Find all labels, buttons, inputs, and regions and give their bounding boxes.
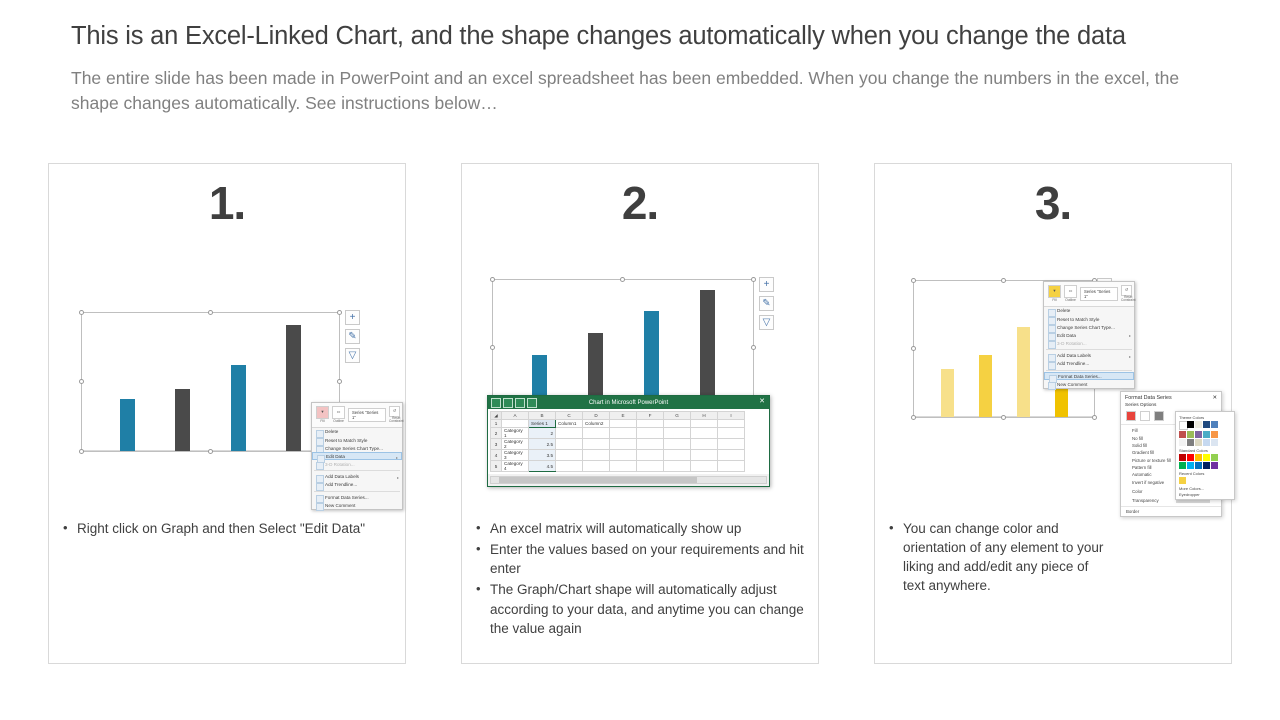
outline-label: Outline — [333, 419, 344, 424]
column-header-F[interactable]: F — [637, 412, 664, 420]
menu-item-change-series-chart-type[interactable] — [1044, 323, 1134, 331]
chart-side-buttons — [759, 277, 774, 330]
table-row[interactable] — [491, 450, 745, 461]
menu-item-label: Delete — [325, 429, 339, 435]
menu-item-reset-to-match-style[interactable] — [312, 436, 402, 444]
outline-label: Outline — [1065, 298, 1076, 303]
resize-handle-n[interactable] — [1001, 278, 1006, 283]
row-header[interactable]: 2 — [491, 428, 502, 439]
excel-app-icon[interactable] — [527, 398, 537, 408]
list-item — [476, 540, 806, 578]
menu-item-label: Add Trendline... — [1057, 361, 1090, 367]
border-label: Border — [1126, 508, 1140, 514]
resize-handle-sw[interactable] — [911, 415, 916, 420]
cell-I5[interactable] — [718, 461, 745, 472]
excel-titlebar — [488, 396, 769, 409]
resize-handle-ne[interactable] — [751, 277, 756, 282]
bar-series2-cat1 — [175, 389, 190, 451]
cell-A2[interactable]: Category 1 — [502, 428, 529, 439]
figure-step-2 — [462, 236, 818, 516]
menu-item-label: Add Data Labels — [325, 474, 359, 480]
swatch[interactable] — [1179, 439, 1186, 446]
chart-filters-icon[interactable]: ▽ — [345, 348, 360, 363]
cell-C4[interactable] — [556, 450, 583, 461]
rotation-icon — [1048, 341, 1056, 349]
menu-item-label: New Comment — [1057, 381, 1088, 387]
cell-I2[interactable] — [718, 428, 745, 439]
menu-item-new-comment[interactable] — [1044, 380, 1134, 388]
table-row[interactable] — [491, 428, 745, 439]
menu-item-add-trendline[interactable] — [1044, 360, 1134, 368]
swatch[interactable] — [1195, 431, 1202, 438]
context-mini-toolbar[interactable] — [1044, 282, 1134, 307]
comment-icon — [1048, 382, 1056, 390]
menu-separator — [314, 491, 400, 492]
color-picker-flyout[interactable] — [1175, 411, 1235, 500]
context-menu[interactable] — [311, 402, 403, 510]
reset-constraint-icon[interactable]: ↺ — [1121, 285, 1132, 296]
reset-constraint-label: Reset Constraint — [1121, 295, 1136, 303]
cell-A1[interactable] — [502, 420, 529, 428]
table-row[interactable] — [491, 461, 745, 472]
cell-D4[interactable] — [583, 450, 610, 461]
swatch[interactable] — [1179, 431, 1186, 438]
bar-series2-cat1 — [979, 355, 992, 417]
outline-icon[interactable]: ▭ — [1064, 285, 1077, 298]
cell-G4[interactable] — [664, 450, 691, 461]
cell-D5[interactable] — [583, 461, 610, 472]
menu-item-label: Reset to Match Style — [1057, 316, 1100, 322]
swatch[interactable] — [1187, 431, 1194, 438]
resize-handle-sw[interactable] — [79, 449, 84, 454]
swatch[interactable] — [1179, 462, 1186, 469]
swatch[interactable] — [1195, 454, 1202, 461]
chart-object[interactable] — [81, 312, 340, 452]
horizontal-scrollbar[interactable] — [490, 476, 767, 484]
cell-E4[interactable] — [610, 450, 637, 461]
menu-item-label: New Comment — [325, 502, 356, 508]
resize-handle-e[interactable] — [337, 379, 342, 384]
column-header-I[interactable]: I — [718, 412, 745, 420]
transparency-slider[interactable] — [1176, 500, 1210, 503]
menu-item-label: Edit Data — [326, 453, 345, 459]
cell-H1[interactable] — [691, 420, 718, 428]
column-header-B[interactable]: B — [529, 412, 556, 420]
redo-icon[interactable] — [515, 398, 525, 408]
swatch[interactable] — [1203, 454, 1210, 461]
column-header-E[interactable]: E — [610, 412, 637, 420]
menu-item-edit-data[interactable] — [1044, 331, 1134, 339]
cell-G3[interactable] — [664, 439, 691, 450]
bullet-dot-icon: • — [476, 520, 481, 535]
menu-item-change-series-chart-type[interactable] — [312, 444, 402, 452]
resize-handle-n[interactable] — [620, 277, 625, 282]
page-subtitle: The entire slide has been made in PowerPoint and an excel spreadsheet has been embedded. When you change the numbers in the excel, the shape changes automatically. See instructions below… — [71, 68, 1180, 114]
cell-E3[interactable] — [610, 439, 637, 450]
cell-G5[interactable] — [664, 461, 691, 472]
menu-item-label: Change Series Chart Type... — [325, 445, 383, 451]
card-step-2 — [461, 163, 819, 664]
context-menu[interactable] — [1043, 281, 1135, 389]
undo-icon[interactable] — [503, 398, 513, 408]
cell-G2[interactable] — [664, 428, 691, 439]
bullet-dot-icon: • — [63, 520, 68, 535]
outline-icon[interactable]: ▭ — [332, 406, 345, 419]
cell-D3[interactable] — [583, 439, 610, 450]
cell-F3[interactable] — [637, 439, 664, 450]
standard-colors-row-2[interactable] — [1179, 462, 1231, 469]
menu-item-label: Add Trendline... — [325, 482, 358, 488]
bar-series1-cat2 — [231, 365, 246, 451]
cell-B2[interactable]: 2 — [529, 428, 556, 439]
chart-elements-icon[interactable]: + — [345, 310, 360, 325]
row-header[interactable]: 3 — [491, 439, 502, 450]
excel-grid[interactable] — [488, 409, 769, 474]
fill-option-pattern-fill[interactable]: Pattern fill — [1132, 465, 1152, 471]
pane-section-label: Series Options — [1125, 403, 1157, 408]
menu-item-format-data-series[interactable] — [1044, 372, 1134, 380]
menu-item-label: Add Data Labels — [1057, 353, 1091, 359]
recent-colors-row[interactable] — [1179, 477, 1231, 484]
close-icon[interactable]: ✕ — [759, 398, 765, 405]
cell-A4[interactable]: Category 3 — [502, 450, 529, 461]
transparency-label: Transparency — [1132, 497, 1159, 503]
cell-F5[interactable] — [637, 461, 664, 472]
chevron-right-icon: ▸ — [1128, 353, 1131, 359]
scrollbar-thumb[interactable] — [499, 477, 697, 483]
menu-separator — [314, 470, 400, 471]
column-header-D[interactable]: D — [583, 412, 610, 420]
cell-C2[interactable] — [556, 428, 583, 439]
cell-I4[interactable] — [718, 450, 745, 461]
series-selector[interactable]: Series "Series 1" — [1080, 287, 1118, 301]
bullet-text: The Graph/Chart shape will automatically adjust according to your data, and anytime you can change the value again — [490, 582, 804, 636]
resize-handle-n[interactable] — [208, 310, 213, 315]
cell-F1[interactable] — [637, 420, 664, 428]
swatch[interactable] — [1203, 462, 1210, 469]
theme-colors-row-2[interactable] — [1179, 431, 1231, 438]
standard-colors-label: Standard Colors — [1179, 448, 1208, 453]
menu-item-add-trendline[interactable] — [312, 481, 402, 489]
excel-window[interactable] — [487, 395, 770, 487]
cell-H3[interactable] — [691, 439, 718, 450]
menu-item-delete[interactable] — [312, 428, 402, 436]
menu-item-label: Edit Data — [1057, 332, 1076, 338]
resize-handle-w[interactable] — [79, 379, 84, 384]
fill-option-no-fill[interactable]: No fill — [1132, 435, 1143, 441]
bullet-list-step-3 — [889, 519, 1219, 598]
resize-handle-nw[interactable] — [79, 310, 84, 315]
page-title: This is an Excel-Linked Chart, and the shape changes automatically when you change the data — [71, 22, 1126, 50]
menu-item-3d-rotation — [1044, 339, 1134, 347]
pane-header — [1121, 392, 1221, 403]
fill-label: Fill — [1132, 428, 1138, 434]
excel-window-title: Chart in Microsoft PowerPoint — [588, 399, 669, 406]
cell-I3[interactable] — [718, 439, 745, 450]
column-header-C[interactable]: C — [556, 412, 583, 420]
resize-handle-e[interactable] — [751, 345, 756, 350]
color-label: Color — [1132, 488, 1143, 494]
cell-C1[interactable]: Column1 — [556, 420, 583, 428]
cell-H5[interactable] — [691, 461, 718, 472]
swatch[interactable] — [1211, 431, 1218, 438]
cell-D2[interactable] — [583, 428, 610, 439]
swatch[interactable] — [1179, 454, 1186, 461]
cell-I1[interactable] — [718, 420, 745, 428]
swatch[interactable] — [1187, 462, 1194, 469]
resize-handle-nw[interactable] — [490, 277, 495, 282]
context-menu-items — [1044, 307, 1134, 389]
column-header-A[interactable]: A — [502, 412, 529, 420]
fill-option-automatic[interactable]: Automatic — [1132, 472, 1152, 478]
menu-separator — [1046, 370, 1132, 371]
fill-line-icon[interactable] — [1126, 411, 1136, 421]
chart-elements-icon[interactable]: + — [759, 277, 774, 292]
menu-item-add-data-labels[interactable] — [1044, 352, 1134, 360]
menu-item-add-data-labels[interactable] — [312, 473, 402, 481]
swatch[interactable] — [1211, 421, 1218, 428]
swatch[interactable] — [1211, 462, 1218, 469]
card-step-3 — [874, 163, 1232, 664]
bullet-list-step-1 — [63, 519, 393, 540]
trendline-icon — [316, 483, 324, 491]
swatch[interactable] — [1187, 439, 1194, 446]
cell-C3[interactable] — [556, 439, 583, 450]
recent-colors-label: Recent Colors — [1179, 471, 1205, 476]
chart-styles-icon[interactable]: ✎ — [759, 296, 774, 311]
card-container — [48, 163, 1232, 666]
fill-icon[interactable]: ▼ — [1048, 285, 1061, 298]
menu-item-label: Format Data Series... — [1058, 373, 1102, 379]
column-header-G[interactable]: G — [664, 412, 691, 420]
corner-cell[interactable]: ◢ — [491, 412, 502, 420]
menu-item-label: 3-D Rotation... — [325, 462, 355, 468]
cell-B4[interactable]: 3.5 — [529, 450, 556, 461]
card-step-1 — [48, 163, 406, 664]
cell-A5[interactable]: Category 4 — [502, 461, 529, 472]
resize-handle-s[interactable] — [208, 449, 213, 454]
resize-handle-nw[interactable] — [911, 278, 916, 283]
fill-option-gradient-fill[interactable]: Gradient fill — [1132, 450, 1155, 456]
excel-quick-access[interactable] — [491, 398, 537, 408]
fill-label: Fill — [1052, 298, 1057, 303]
list-item — [476, 580, 806, 637]
card-number: 2. — [621, 177, 659, 229]
row-header[interactable]: 1 — [491, 420, 502, 428]
swatch[interactable] — [1187, 454, 1194, 461]
cell-B5[interactable]: 4.5 — [529, 461, 556, 472]
cell-D1[interactable]: Column2 — [583, 420, 610, 428]
bar-series1-cat1 — [120, 399, 135, 451]
fill-option-picture-texture-fill[interactable]: Picture or texture fill — [1132, 457, 1171, 463]
bullet-text: An excel matrix will automatically show up — [490, 521, 742, 536]
menu-item-label: Change Series Chart Type... — [1057, 324, 1115, 330]
reset-constraint-icon[interactable]: ↺ — [389, 406, 400, 417]
cell-E1[interactable] — [610, 420, 637, 428]
table-header-row — [491, 412, 745, 420]
more-colors-button[interactable]: More Colors... — [1179, 486, 1205, 491]
bar-series1-cat1 — [941, 369, 954, 417]
border-section[interactable] — [1121, 506, 1221, 516]
resize-handle-se[interactable] — [1092, 415, 1097, 420]
comment-icon — [316, 503, 324, 511]
row-header[interactable]: 5 — [491, 461, 502, 472]
trendline-icon — [1048, 362, 1056, 370]
fill-option-invert-if-negative[interactable]: Invert if negative — [1132, 479, 1165, 485]
cell-F2[interactable] — [637, 428, 664, 439]
resize-handle-w[interactable] — [490, 345, 495, 350]
theme-colors-label: Theme Colors — [1179, 415, 1205, 420]
cell-H4[interactable] — [691, 450, 718, 461]
menu-item-new-comment[interactable] — [312, 501, 402, 509]
bullet-list-step-2 — [476, 519, 806, 640]
theme-colors-row-3[interactable] — [1179, 439, 1231, 446]
list-item — [63, 519, 393, 538]
swatch[interactable] — [1179, 477, 1186, 484]
bar-series2-cat2 — [286, 325, 301, 451]
save-icon[interactable] — [491, 398, 501, 408]
menu-item-label: 3-D Rotation... — [1057, 341, 1087, 347]
bar-series1-cat2 — [1017, 327, 1030, 417]
cell-E5[interactable] — [610, 461, 637, 472]
bullet-dot-icon: • — [476, 581, 481, 597]
effects-icon[interactable] — [1140, 411, 1150, 421]
context-mini-toolbar[interactable] — [312, 403, 402, 428]
chart-side-buttons — [345, 310, 360, 363]
menu-item-delete[interactable] — [1044, 307, 1134, 315]
cell-A3[interactable]: Category 2 — [502, 439, 529, 450]
menu-item-label: Reset to Match Style — [325, 437, 368, 443]
chevron-right-icon: ▸ — [395, 455, 398, 461]
resize-handle-w[interactable] — [911, 346, 916, 351]
standard-colors-row[interactable] — [1179, 454, 1231, 461]
menu-item-label: Format Data Series... — [325, 494, 369, 500]
table-row[interactable] — [491, 439, 745, 450]
swatch[interactable] — [1203, 421, 1210, 428]
cell-B3[interactable]: 2.5 — [529, 439, 556, 450]
bullet-text: You can change color and orientation of any element to your liking and add/edit any piece of text anywhere. — [903, 521, 1104, 594]
swatch[interactable] — [1187, 421, 1194, 428]
cell-E2[interactable] — [610, 428, 637, 439]
cell-F4[interactable] — [637, 450, 664, 461]
fill-label: Fill — [320, 419, 325, 424]
close-icon[interactable]: ✕ — [1212, 395, 1217, 401]
menu-item-3d-rotation — [312, 460, 402, 468]
cell-C5[interactable] — [556, 461, 583, 472]
series-options-icon[interactable] — [1154, 411, 1164, 421]
chart-bars — [82, 313, 339, 451]
fill-icon[interactable]: ▼ — [316, 406, 329, 419]
eyedropper-button[interactable]: Eyedropper — [1179, 492, 1200, 497]
swatch[interactable] — [1203, 431, 1210, 438]
swatch[interactable] — [1211, 439, 1218, 446]
context-menu-items — [312, 428, 402, 510]
figure-step-3 — [875, 236, 1231, 516]
bullet-dot-icon: • — [889, 520, 894, 535]
bullet-text: Enter the values based on your requirements and hit enter — [490, 542, 804, 577]
chart-styles-icon[interactable]: ✎ — [345, 329, 360, 344]
resize-handle-s[interactable] — [1001, 415, 1006, 420]
pane-title: Format Data Series — [1125, 395, 1172, 401]
fill-option-solid-fill[interactable]: Solid fill — [1132, 442, 1148, 448]
cell-G1[interactable] — [664, 420, 691, 428]
swatch[interactable] — [1203, 439, 1210, 446]
menu-item-label: Delete — [1057, 308, 1071, 314]
series-selector[interactable]: Series "Series 1" — [348, 408, 386, 422]
rotation-icon — [316, 462, 324, 470]
menu-item-format-data-series[interactable] — [312, 493, 402, 501]
card-number: 3. — [1034, 177, 1072, 229]
bullet-dot-icon: • — [476, 541, 481, 557]
column-header-H[interactable]: H — [691, 412, 718, 420]
chevron-right-icon: ▸ — [396, 474, 399, 480]
swatch[interactable] — [1195, 462, 1202, 469]
list-item — [476, 519, 806, 538]
menu-item-reset-to-match-style[interactable] — [1044, 315, 1134, 323]
chevron-right-icon: ▸ — [1128, 333, 1131, 339]
menu-item-edit-data[interactable] — [312, 452, 402, 460]
reset-constraint-label: Reset Constraint — [389, 416, 404, 424]
spreadsheet-table[interactable] — [490, 411, 745, 472]
resize-handle-ne[interactable] — [337, 310, 342, 315]
bullet-text: Right click on Graph and then Select "Edit Data" — [77, 521, 365, 536]
figure-step-1 — [49, 236, 405, 516]
swatch[interactable] — [1195, 439, 1202, 446]
card-number: 1. — [208, 177, 246, 229]
row-header[interactable]: 4 — [491, 450, 502, 461]
menu-separator — [1046, 349, 1132, 350]
theme-colors-row-1[interactable] — [1179, 421, 1231, 430]
chart-filters-icon[interactable]: ▽ — [759, 315, 774, 330]
cell-B1[interactable]: Series 1 — [529, 420, 556, 428]
swatch[interactable] — [1195, 421, 1202, 428]
table-row[interactable] — [491, 420, 745, 428]
list-item — [889, 519, 1219, 596]
swatch[interactable] — [1211, 454, 1218, 461]
cell-H2[interactable] — [691, 428, 718, 439]
